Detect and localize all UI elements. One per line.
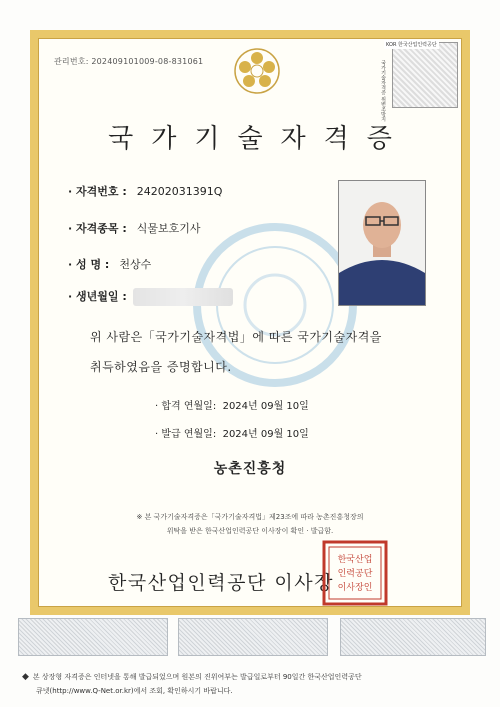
security-strip-1 — [18, 618, 168, 656]
security-code-box — [392, 42, 458, 108]
security-logo: KOR 한국산업인력공단 — [386, 42, 437, 48]
serial-number: 관리번호: 202409101009-08-831061 — [54, 57, 204, 66]
statement-line-2: 취득하였음을 증명합니다. — [90, 360, 232, 374]
agency-name: 농촌진흥청 — [213, 461, 287, 477]
pass-date: · 합격 연월일: 2024년 09월 10일 — [155, 401, 309, 412]
field-name: · 성 명 : 천상수 — [68, 258, 152, 271]
seal-text-2: 인력공단 — [337, 569, 373, 579]
birthdate-redacted — [133, 288, 233, 306]
field-qualification-type: · 자격종목 : 식물보호기사 — [68, 222, 201, 235]
note-line-1: ※ 본 국가기술자격증은「국가기술자격법」제23조에 따라 농촌진흥청장의 — [136, 513, 364, 521]
note-line-2: 위탁을 받은 한국산업인력공단 이사장이 확인 · 발급함. — [166, 527, 334, 535]
security-strip-3 — [340, 618, 486, 656]
security-strip-2 — [178, 618, 328, 656]
seal-text-1: 한국산업 — [337, 555, 373, 565]
national-emblem-icon — [232, 46, 282, 96]
security-side-text: 국가기술자격증 위변조방지 — [380, 60, 386, 122]
seal-text-3: 이사장인 — [337, 583, 373, 593]
footer-line-2: 큐넷(http://www.Q-Net.or.kr)에서 조회, 확인하시기 바랍니다. — [36, 687, 233, 695]
statement-line-1: 위 사람은「국가기술자격법」에 따른 국가기술자격을 — [90, 330, 382, 344]
field-certificate-number: · 자격번호 : 24202031391Q — [68, 185, 223, 198]
footer-line-1: ◆ 본 상장형 자격증은 인터넷을 통해 발급되었으며 원본의 진위여부는 발급일로부터 90일간 한국산업인력공단 — [22, 672, 362, 682]
certificate-title: 국가기술자격증 — [108, 124, 410, 154]
portrait-icon — [339, 181, 425, 305]
footer-notice — [22, 670, 482, 698]
official-seal-icon — [322, 540, 388, 606]
field-birthdate: · 생년월일 : — [68, 288, 233, 306]
issuer-name: 한국산업인력공단 이사장 — [108, 572, 334, 594]
issue-date: · 발급 연월일: 2024년 09월 10일 — [155, 429, 309, 440]
holder-photo — [338, 180, 426, 306]
diamond-icon: ◆ — [22, 672, 29, 682]
